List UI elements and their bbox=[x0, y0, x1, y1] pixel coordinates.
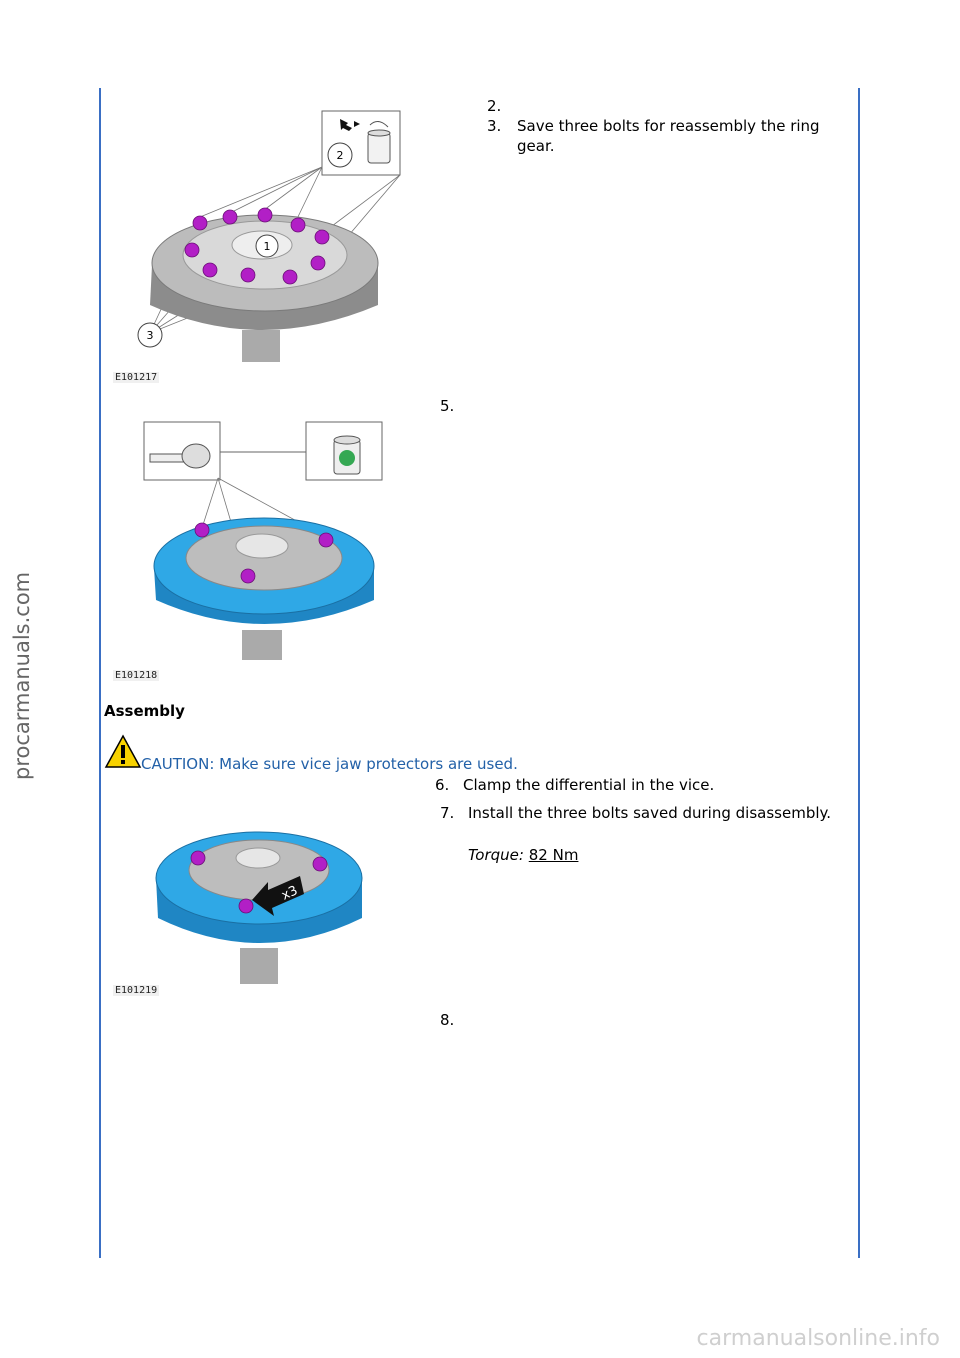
left-margin-rule bbox=[99, 88, 101, 1258]
step-number: 3. bbox=[487, 117, 502, 135]
step-8 bbox=[440, 1010, 454, 1030]
side-watermark: procarmanuals.com bbox=[10, 571, 34, 780]
recycle-bin-icon bbox=[334, 436, 360, 474]
step-number: 7. bbox=[440, 804, 455, 822]
callout-1-label: 1 bbox=[263, 240, 271, 253]
step-7-text: Install the three bolts saved during disassembly. bbox=[468, 804, 832, 822]
caution-warning-icon bbox=[104, 734, 142, 770]
step-number: 2. bbox=[487, 97, 502, 115]
caution-text: CAUTION: Make sure vice jaw protectors are used. bbox=[141, 755, 518, 773]
step-number: 6. bbox=[435, 776, 450, 794]
step-number: 5. bbox=[440, 397, 455, 415]
step-5 bbox=[440, 396, 454, 416]
bottom-watermark: carmanualsonline.info bbox=[696, 1326, 940, 1351]
step-number: 8. bbox=[440, 1011, 455, 1029]
figure-e101218 bbox=[140, 418, 390, 668]
figure-code: E101219 bbox=[115, 985, 158, 996]
section-heading: Assembly bbox=[104, 702, 185, 720]
quantity-badge: x3 bbox=[279, 883, 301, 904]
step-3-number bbox=[487, 116, 501, 136]
torque-value[interactable]: 82 Nm bbox=[528, 846, 579, 864]
figure-code: E101218 bbox=[115, 670, 158, 681]
torque-label: Torque: bbox=[468, 846, 524, 864]
step-2 bbox=[487, 96, 501, 116]
torque-spec bbox=[468, 845, 578, 865]
callout-3-label: 3 bbox=[146, 329, 154, 342]
step-6-number bbox=[435, 775, 449, 795]
figure-e101217 bbox=[110, 105, 410, 390]
figure-code: E101217 bbox=[115, 372, 158, 383]
right-margin-rule bbox=[858, 88, 860, 1258]
step-3-text: Save three bolts for reassembly the ring gear. bbox=[517, 117, 820, 155]
ring-gear-icon bbox=[156, 832, 362, 984]
callout-2-label: 2 bbox=[336, 149, 344, 162]
ring-gear-icon bbox=[154, 518, 374, 660]
figure-e101219 bbox=[150, 818, 370, 990]
step-7-number bbox=[440, 803, 454, 823]
step-6-text: Clamp the differential in the vice. bbox=[463, 776, 715, 794]
